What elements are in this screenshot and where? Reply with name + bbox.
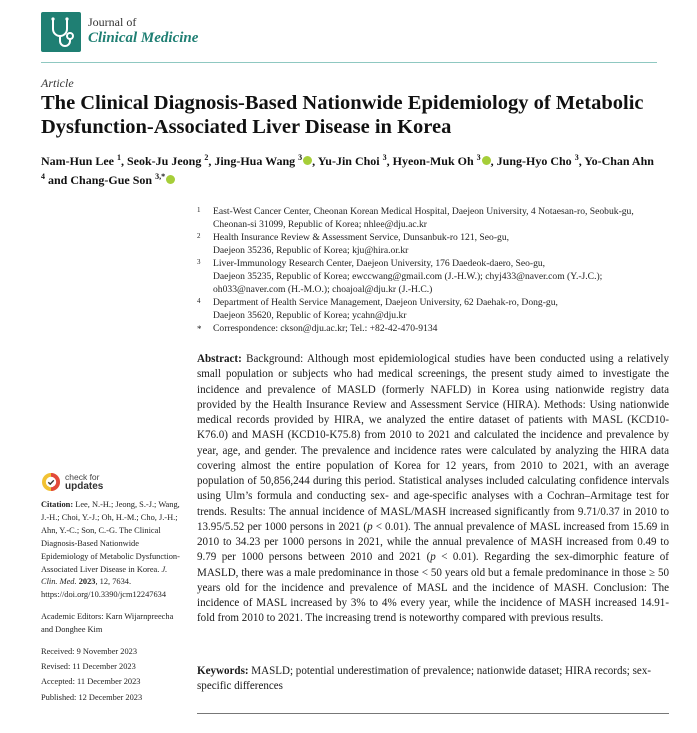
header-divider (41, 62, 657, 63)
abstract (197, 352, 669, 627)
author-affiliation-marker: 4 (41, 172, 45, 181)
article-type: Article (41, 76, 74, 90)
orcid-icon[interactable] (166, 175, 175, 184)
author-affiliation-marker: 3,* (155, 172, 166, 181)
affiliation-item (197, 206, 667, 231)
citation-doi[interactable]: , 12, 7634. https://doi.org/10.3390/jcm12247634 (41, 577, 167, 600)
publication-date: Received: 9 November 2023 (41, 647, 138, 657)
affiliation-number: 1 (197, 206, 201, 214)
author-affiliation-marker: 3 (574, 153, 579, 162)
author-separator: , (121, 154, 127, 168)
check-for-updates-icon (41, 472, 61, 492)
affiliation-number: 3 (197, 258, 201, 267)
check-for-label: check for (65, 472, 100, 482)
affiliation-line: Daejeon 35236, Republic of Korea; kju@hira.or.kr (213, 244, 409, 256)
affiliation-item (197, 232, 667, 257)
check-for-updates-badge[interactable] (41, 470, 181, 494)
affiliation-item (197, 258, 667, 296)
author-separator: , (312, 154, 318, 168)
article-title: The Clinical Diagnosis-Based Nationwide Epidemiology of Metabolic Dysfunction-Associated Liver Disease in Korea (41, 92, 644, 138)
author-separator: , (386, 154, 393, 168)
publication-date: Accepted: 11 December 2023 (41, 677, 141, 687)
author-affiliation-marker: 2 (204, 153, 209, 162)
author-affiliation-marker: 1 (117, 153, 121, 162)
affiliation-line: Daejeon 35620, Republic of Korea; ycahn@dju.kr (213, 309, 407, 321)
author-separator: and (45, 173, 71, 187)
author-name: Yo-Chan Ahn (584, 154, 654, 168)
article-info-sidebar (41, 499, 181, 707)
affiliation-line: Cheonan-si 31099, Republic of Korea; nhlee@dju.ac.kr (213, 218, 427, 230)
affiliation-line: Daejeon 35235, Republic of Korea; ewccwang@gmail.com (J.-H.W.); chyj433@naver.com (Y.-J.C.); (213, 270, 603, 282)
affiliation-line: Department of Health Service Management, Daejeon University, 62 Daehak-ro, Dong-gu, (213, 297, 558, 309)
p-symbol: p (430, 551, 436, 564)
abstract-text-2: < 0.01). The annual prevalence of MASL increased from 15.69 in 2010 to 34.23 per 1000 persons in 2021, while the annual prevalence of MASH increased from 0.49 to 9.79 per 1000 persons between 2010 and 2021 ( (197, 520, 669, 564)
updates-label: updates (65, 481, 104, 492)
author-list (41, 150, 657, 188)
keywords (197, 664, 669, 695)
citation-label: Citation: (41, 500, 74, 509)
affiliation-item (197, 297, 667, 322)
citation (41, 499, 181, 602)
author-separator: , (208, 154, 215, 168)
affiliation-number: * (197, 324, 202, 335)
affiliation-number: 4 (197, 297, 201, 306)
p-symbol: p (367, 520, 373, 533)
author-separator: , (490, 154, 497, 168)
affiliation-line: Health Insurance Review & Assessment Service, Dunsanbuk-ro 121, Seo-gu, (213, 232, 510, 244)
abstract-label: Abstract: (197, 353, 242, 365)
orcid-icon[interactable] (482, 156, 491, 165)
author-name: Hyeon-Muk Oh (392, 154, 477, 168)
author-name: Jing-Hua Wang (214, 154, 299, 168)
academic-editors: Academic Editors: Karn Wijarnpreecha and Donghee Kim (41, 612, 174, 635)
citation-journal: J. Clin. Med. (41, 564, 168, 587)
journal-logo (41, 12, 81, 52)
orcid-icon[interactable] (303, 156, 312, 165)
author-affiliation-marker: 3 (476, 153, 481, 162)
affiliation-line: Correspondence: ckson@dju.ac.kr; Tel.: +82-42-470-9134 (213, 323, 438, 335)
affiliation-line: East-West Cancer Center, Cheonan Korean Medical Hospital, Daejeon University, 4 Notaesan-ro, Seobuk-gu, (213, 206, 634, 217)
author-name: Chang-Gue Son (70, 173, 156, 187)
author-separator: , (578, 154, 585, 168)
abstract-text-3: < 0.01). Regarding the sex-dimorphic feature of MASLD, there was a male predominance in those < 50 years old but a female predominance in those ≥ 50 years old for the incidence and prevalence of MASL and the incidence of MASH. Conclusion: The incidence of MASL increased by 3% to 4% every year, while the incidence of MASH increased 14.91-fold from 2010 to 2021. The increasing trend is noteworthy compared with previous results. (197, 551, 669, 625)
publication-dates (41, 646, 181, 705)
author-name: Seok-Ju Jeong (127, 154, 205, 168)
author-affiliation-marker: 3 (298, 153, 303, 162)
affiliations (197, 206, 667, 337)
author-name: Yu-Jin Choi (317, 154, 383, 168)
citation-text: Lee, N.-H.; Jeong, S.-J.; Wang, J.-H.; Choi, Y.-J.; Oh, H.-M.; Cho, J.-H.; Ahn, Y.-C.; Son, C.-G. The Clinical Diagnosis-Based Nationwide Epidemiology of Metabolic Dysfunction-Associated Liver Disease in Korea. (41, 500, 180, 574)
affiliation-item (197, 323, 667, 336)
affiliation-line: oh033@naver.com (H.-M.O.); choajoal@dju.kr (J.-H.C.) (213, 283, 433, 295)
affiliation-number: 2 (197, 232, 201, 241)
keywords-label: Keywords: (197, 665, 249, 677)
keywords-text: MASLD; potential underestimation of prevalence; nationwide dataset; HIRA records; sex-specific differences (197, 665, 652, 693)
journal-of-label: Journal of (88, 15, 137, 29)
author-name: Nam-Hun Lee (41, 154, 117, 168)
affiliation-line: Liver-Immunology Research Center, Daejeon University, 176 Daedeok-daero, Seo-gu, (213, 258, 546, 270)
journal-name[interactable]: Clinical Medicine (88, 30, 199, 46)
stethoscope-icon (41, 12, 81, 52)
abstract-text-1: Background: Although most epidemiological studies have been conducted using a relatively small population or subjects who had medical screenings, the present study aimed to investigate the incidence and prevalence of MASLD (formerly NAFLD) in Korea using nationwide registry data provided by the Health Insurance Review and Assessment Service (HIRA). Methods: Using nationwide medical records provided by HIRA, we analyzed the entire dataset of patients with MASL (KCD10-K76.0) and MASH (KCD10-K75.8) from 2010 to 2021 and calculated the incidence and prevalence by year, age, and gender. The prevalence and incidence rates were calculated by analyzing the HIRA data covering almost the entire population of Korea for 12 years, from 2010 to 2021, with an average population of 50,856,244 during this period. Statistical analyses included calculating confidence intervals using Ulm’s formula and conducting sex- and age-specific analyses with a Cochran–Armitage test for trends. Results: The annual incidence of MASL/MASH increased significantly from 9.71/0.37 in 2010 to 13.95/5.52 per 1000 persons in 2021 ( (197, 353, 669, 533)
citation-year: 2023 (76, 577, 96, 587)
author-affiliation-marker: 3 (382, 153, 387, 162)
publication-date: Published: 12 December 2023 (41, 692, 143, 702)
author-name: Jung-Hyo Cho (496, 154, 575, 168)
publication-date: Revised: 11 December 2023 (41, 662, 136, 672)
bottom-divider (197, 713, 669, 714)
